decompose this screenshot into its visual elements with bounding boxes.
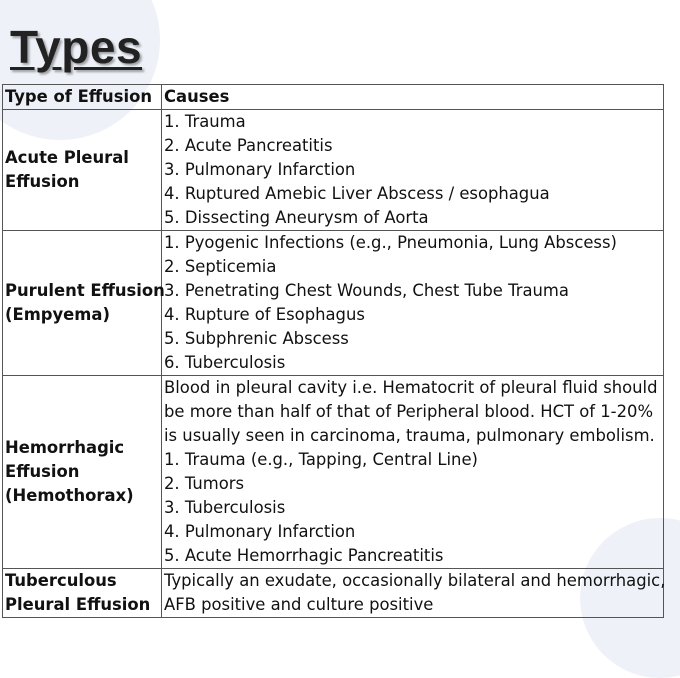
cause-line: is usually seen in carcinoma, trauma, pulmonary embolism. <box>164 426 655 445</box>
table-row-purulent-effusion <box>3 231 664 376</box>
table-header-row <box>3 85 664 110</box>
cause-line: 5. Acute Hemorrhagic Pancreatitis <box>164 546 444 565</box>
cause-line: be more than half of that of Peripheral blood. HCT of 1-20% <box>164 402 654 421</box>
cause-line: 1. Pyogenic Infections (e.g., Pneumonia, Lung Abscess) <box>164 233 617 252</box>
cause-line: 2. Acute Pancreatitis <box>164 136 333 155</box>
table-row-tuberculous-effusion <box>3 569 664 618</box>
cause-line: 3. Tuberculosis <box>164 498 286 517</box>
type-line: (Hemothorax) <box>5 486 134 505</box>
causes-cell <box>162 376 664 569</box>
cause-line: 5. Dissecting Aneurysm of Aorta <box>164 208 429 227</box>
page-title: Types <box>10 21 143 73</box>
type-cell <box>3 110 162 231</box>
cause-line: 4. Rupture of Esophagus <box>164 305 365 324</box>
causes-cell <box>162 569 664 618</box>
cause-line: 5. Subphrenic Abscess <box>164 329 349 348</box>
type-line: Tuberculous <box>5 571 117 590</box>
cause-line: 6. Tuberculosis <box>164 353 286 372</box>
cause-line: 1. Trauma (e.g., Tapping, Central Line) <box>164 450 478 469</box>
cause-line: 2. Septicemia <box>164 257 277 276</box>
type-cell <box>3 569 162 618</box>
cause-line: AFB positive and culture positive <box>164 595 434 614</box>
type-cell <box>3 231 165 376</box>
type-line: Effusion <box>5 172 80 191</box>
type-cell <box>3 376 162 569</box>
cause-line: Typically an exudate, occasionally bilateral and hemorrhagic, <box>164 571 666 590</box>
header-causes: Causes <box>162 85 664 110</box>
cause-line: 4. Pulmonary Infarction <box>164 522 356 541</box>
cause-line: 2. Tumors <box>164 474 245 493</box>
header-type-of-effusion: Type of Effusion <box>3 85 162 110</box>
type-line: Pleural Effusion <box>5 595 151 614</box>
type-line: Hemorrhagic <box>5 438 125 457</box>
type-line: Purulent Effusion <box>5 281 165 300</box>
cause-line: 3. Penetrating Chest Wounds, Chest Tube Trauma <box>164 281 569 300</box>
causes-cell <box>162 231 664 376</box>
cause-line: Blood in pleural cavity i.e. Hematocrit of pleural fluid should <box>164 378 658 397</box>
table-row-acute-pleural-effusion <box>3 110 664 231</box>
cause-line: 1. Trauma <box>164 112 246 131</box>
cause-line: 4. Ruptured Amebic Liver Abscess / esophagua <box>164 184 550 203</box>
type-line: Effusion <box>5 462 80 481</box>
type-line: (Empyema) <box>5 305 110 324</box>
type-line: Acute Pleural <box>5 148 129 167</box>
causes-cell <box>162 110 664 231</box>
effusion-types-table <box>2 84 664 618</box>
cause-line: 3. Pulmonary Infarction <box>164 160 356 179</box>
table-row-hemorrhagic-effusion <box>3 376 664 569</box>
